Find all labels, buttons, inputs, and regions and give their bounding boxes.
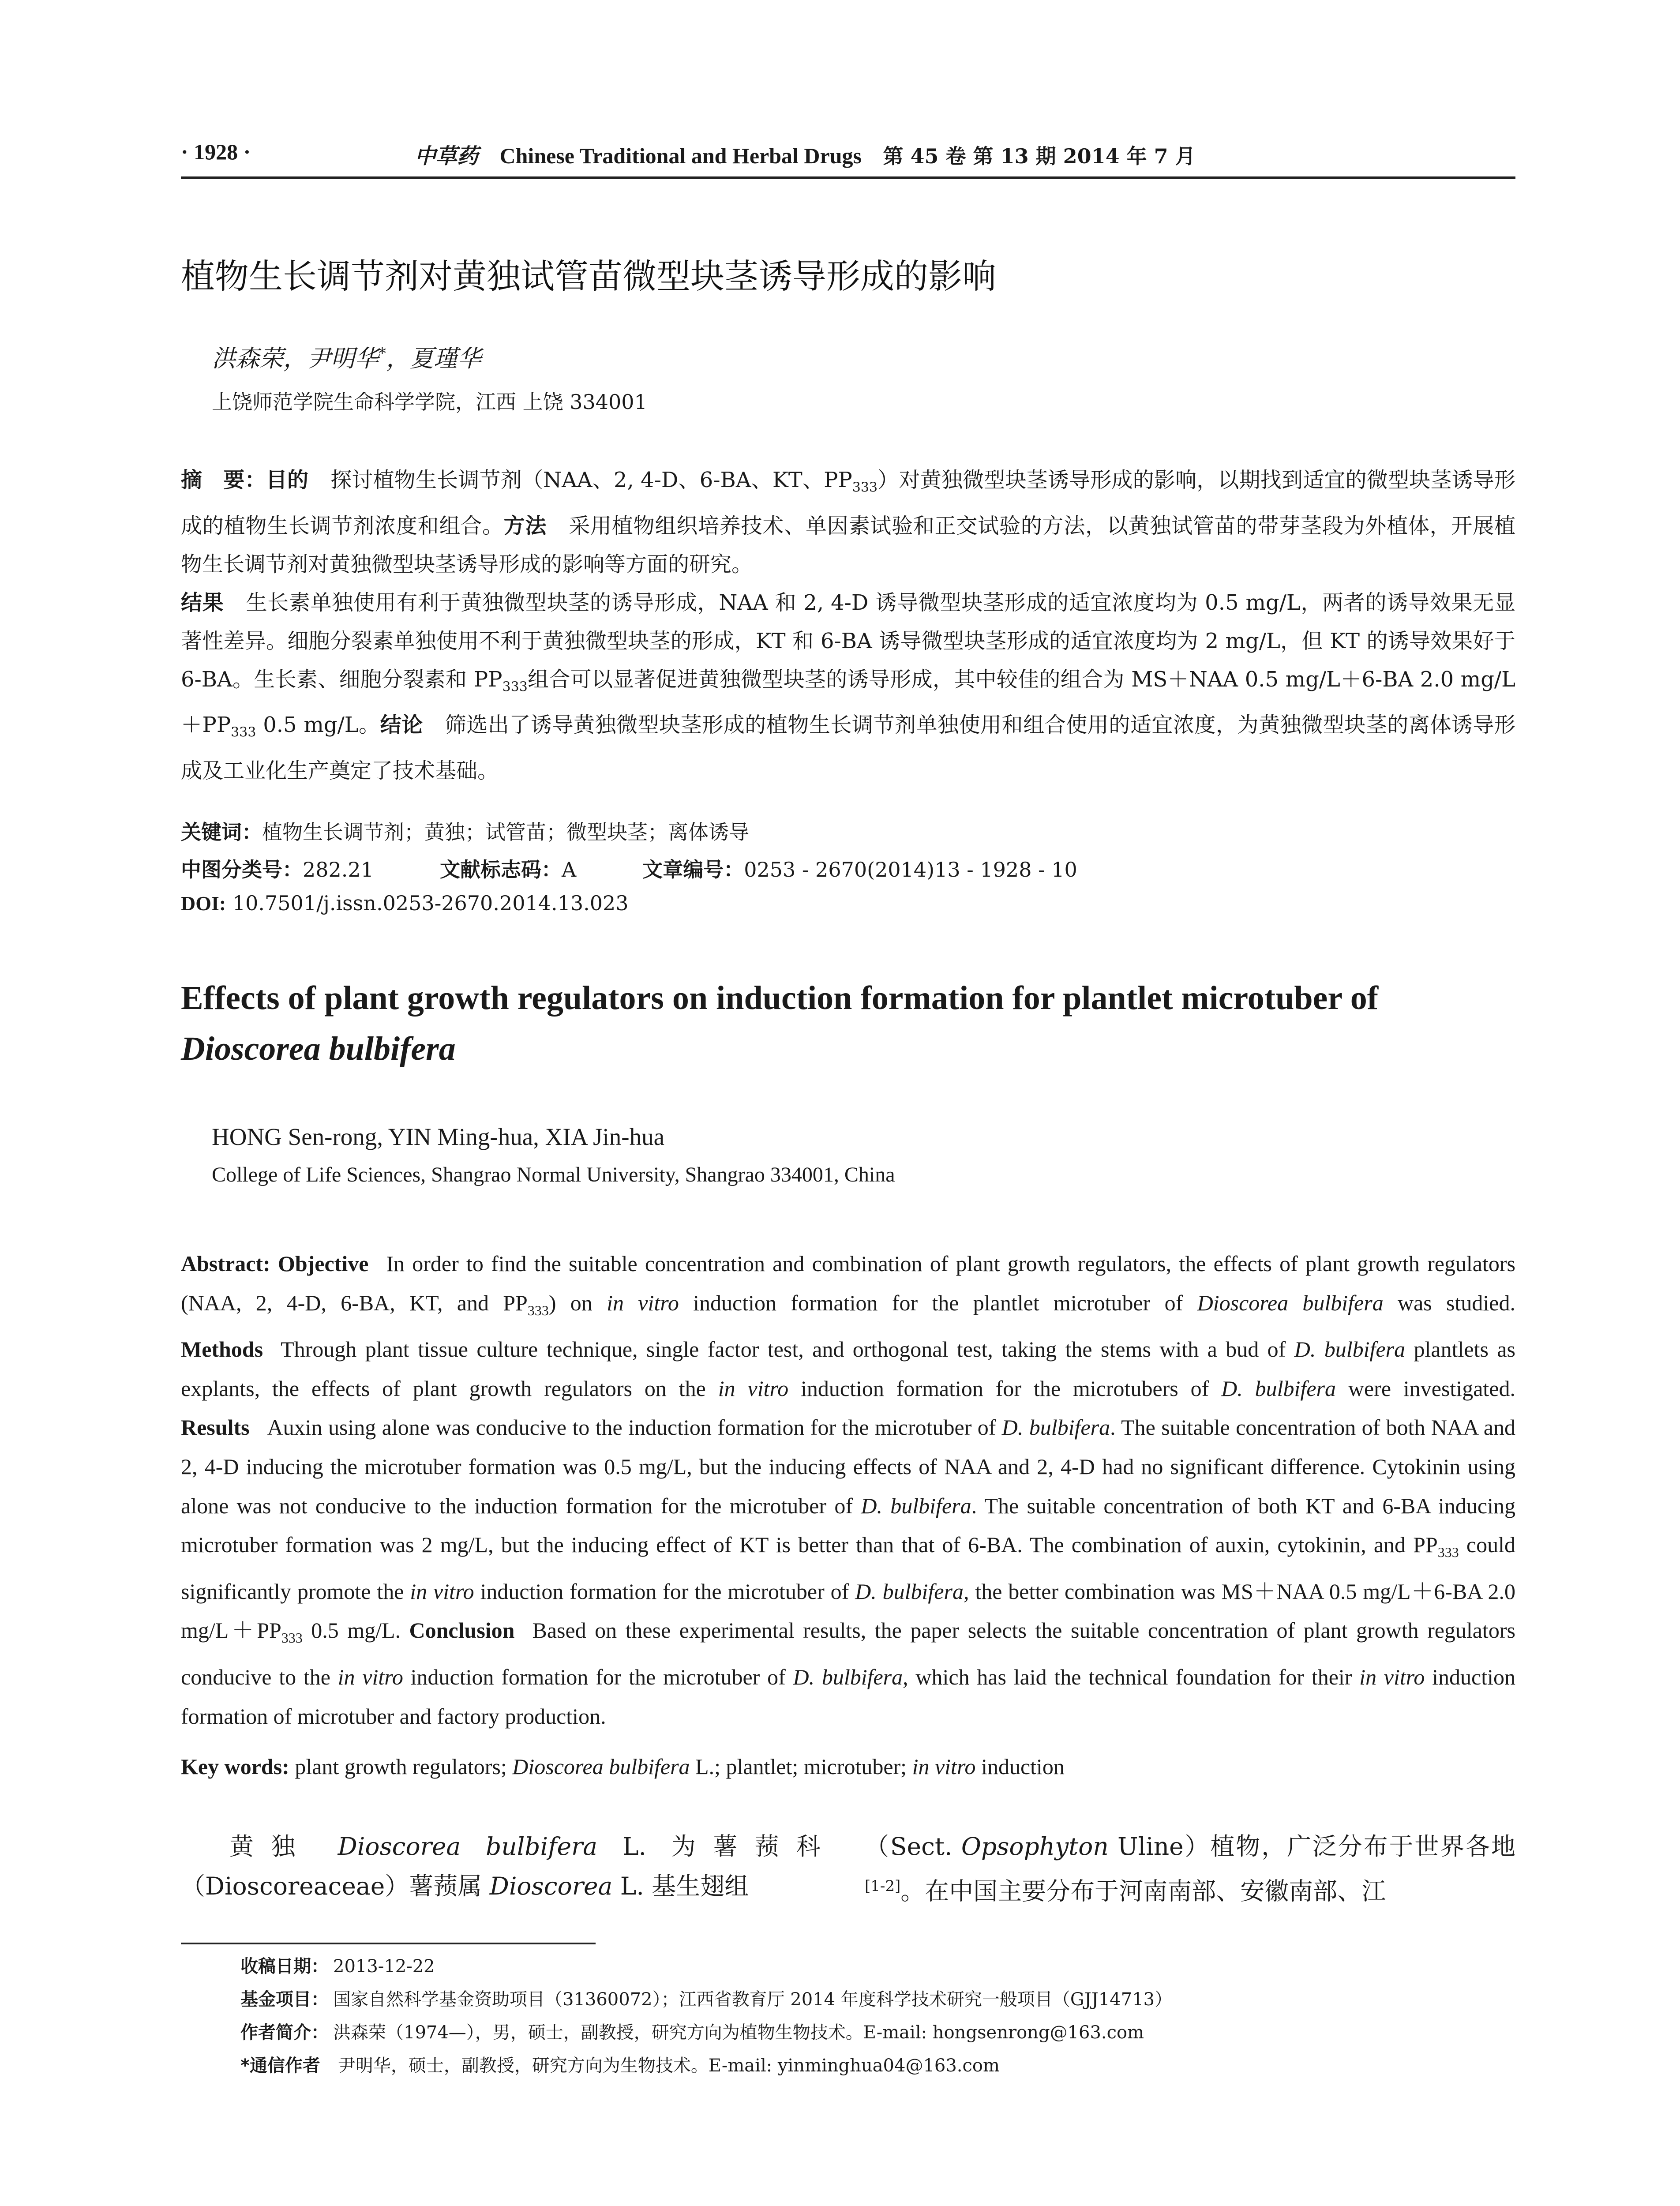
doc-code-value: A <box>561 858 577 882</box>
italic-term: Opsophyton <box>961 1832 1109 1861</box>
italic-term: Dioscorea bulbifera <box>1197 1290 1384 1315</box>
en-keywords <box>181 1754 1065 1779</box>
cn-authors <box>212 340 481 374</box>
cn-abstract-label: 摘 要： <box>181 468 266 492</box>
italic-term: in vitro <box>1359 1664 1425 1689</box>
pp333-sub: 333 <box>231 724 256 740</box>
footnote-author <box>240 2018 1144 2044</box>
en-abstract-text: were investigated. <box>1336 1376 1516 1401</box>
cn-results-text: 生长素单独使用有利于黄独微型块茎的诱导形成，NAA 和 2, 4-D 诱导微型块茎形成的适宜浓度均为 0.5 mg/L，两者的诱导效果无显著性差异。细胞分裂素单独使用不利于黄独微型块茎的形成，KT 和 6-BA 诱导微型块茎形成的适宜浓度均为 2 mg/L，但 KT 的诱导效果好于 6-BA。生长素、细胞分裂素和 PP <box>181 590 1515 692</box>
italic-term: D. bulbifera <box>855 1579 964 1604</box>
en-abstract-text: , which has laid the technical foundation for their <box>903 1664 1360 1689</box>
journal-name-en: Chinese Traditional and Herbal Drugs <box>499 143 862 168</box>
en-keywords-text: L.; plantlet; microtuber; <box>690 1754 912 1779</box>
en-title-text: Effects of plant growth regulators on induction formation for plantlet microtuber of <box>181 979 1379 1017</box>
body-text: L. 基生翅组 <box>612 1872 749 1900</box>
cn-keywords <box>181 816 749 845</box>
en-abstract-text: plantlets as explants, the effects of plant growth regulators on the <box>181 1337 1516 1401</box>
received-label: 收稿日期： <box>240 1956 329 1977</box>
doc-code-label: 文献标志码： <box>439 858 562 882</box>
en-abstract-text: was studied. <box>1383 1290 1515 1315</box>
body-column-left <box>181 1827 821 1906</box>
cn-methods-label: 方法 <box>503 513 547 538</box>
corr-text: 尹明华，硕士，副教授，研究方向为生物技术。E-mail: yinminghua04@163.com <box>338 2056 1000 2076</box>
en-methods-label: Methods <box>181 1337 263 1362</box>
en-authors: HONG Sen-rong, YIN Ming-hua, XIA Jin-hua <box>212 1123 665 1150</box>
en-title-species: Dioscorea bulbifera <box>181 1030 456 1067</box>
italic-term: in vitro <box>718 1376 789 1401</box>
footnote-fund <box>240 1985 1172 2011</box>
doi-line <box>181 891 629 915</box>
italic-term: D. bulbifera <box>1294 1337 1406 1362</box>
en-keywords-label: Key words: <box>181 1754 289 1779</box>
en-affiliation: College of Life Sciences, Shangrao Normal University, Shangrao 334001, China <box>212 1163 895 1186</box>
cn-objective-label: 目的 <box>266 468 309 492</box>
cn-objective-text2: ）对黄独微型块茎诱导形成的影响，以期找到适宜的微型块茎诱导形成的植物生长调节剂浓度和组合。 <box>181 468 1515 538</box>
cn-abstract <box>181 461 1515 790</box>
en-abstract-text: . The suitable concentration of both KT and 6-BA inducing microtuber formation was 2 mg/L, but the inducing effect of KT is better than that of 6-BA. The combination of auxin, cytokinin, and PP <box>181 1493 1516 1557</box>
citation-ref[interactable]: [1-2] <box>865 1877 901 1895</box>
cn-authors-main: 洪森荣，尹明华 <box>212 345 379 372</box>
page-number: · 1928 · <box>181 139 251 164</box>
footnote-corresponding <box>240 2052 1000 2077</box>
en-abstract-text: ) on <box>548 1290 607 1315</box>
body-text: 黄独 <box>229 1832 338 1861</box>
cn-results-label: 结果 <box>181 590 224 615</box>
cn-authors-tail: ，夏瑾华 <box>386 345 481 372</box>
article-no-label: 文章编号： <box>642 858 744 882</box>
italic-term: D. bulbifera <box>1221 1376 1336 1401</box>
author-label: 作者简介： <box>240 2022 329 2043</box>
journal-name <box>415 139 1196 169</box>
en-abstract-text: induction formation for the microtuber of <box>403 1664 793 1689</box>
footnote-received <box>240 1952 435 1977</box>
cn-title: 植物生长调节剂对黄独试管苗微型块茎诱导形成的影响 <box>181 257 996 296</box>
en-conclusion-label: Conclusion <box>409 1618 515 1643</box>
body-text: （Sect. <box>865 1832 961 1861</box>
pp333-sub: 333 <box>502 679 528 695</box>
en-abstract-text: induction formation of microtuber and factory production. <box>181 1664 1515 1729</box>
italic-term: in vitro <box>912 1754 976 1779</box>
header-rule <box>181 176 1515 179</box>
cn-keywords-label: 关键词： <box>181 820 262 844</box>
pp333-sub: 333 <box>852 480 878 495</box>
body-text: 。在中国主要分布于河南南部、安徽南部、江 <box>900 1877 1386 1906</box>
en-results-label: Results <box>181 1415 250 1440</box>
fund-label: 基金项目： <box>240 1989 329 2010</box>
en-abstract-label: Abstract: <box>181 1251 270 1276</box>
en-abstract-text: 0.5 mg/L. <box>302 1618 409 1643</box>
en-abstract <box>181 1244 1515 1736</box>
en-abstract-text: , the better combination was MS＋NAA 0.5 mg/L＋6-BA 2.0 mg/L＋PP <box>181 1579 1515 1643</box>
received-date: 2013-12-22 <box>333 1956 435 1977</box>
en-abstract-text: could significantly promote the <box>181 1532 1515 1604</box>
en-abstract-text: Through plant tissue culture technique, single factor test, and orthogonal test, taking the stems with a bud of <box>281 1337 1294 1362</box>
cn-conclusion-label: 结论 <box>380 713 423 738</box>
corresponding-mark: * <box>379 345 386 362</box>
en-keywords-text: plant growth regulators; <box>289 1754 513 1779</box>
cn-conclusion-text: 筛选出了诱导黄独微型块茎形成的植物生长调节剂单独使用和组合使用的适宜浓度，为黄独微型块茎的离体诱导形成及工业化生产奠定了技术基础。 <box>181 713 1515 783</box>
en-abstract-text: induction formation for the plantlet microtuber of <box>679 1290 1197 1315</box>
en-title <box>181 973 1518 1074</box>
en-abstract-text: induction formation for the microtuber of <box>474 1579 855 1604</box>
doi-label: DOI: <box>181 892 226 915</box>
italic-term: D. bulbifera <box>861 1493 971 1518</box>
italic-term: Dioscorea <box>489 1872 613 1900</box>
italic-term: Dioscorea bulbifera <box>512 1754 690 1779</box>
italic-term: in vitro <box>338 1664 403 1689</box>
clc-label: 中图分类号： <box>181 858 303 882</box>
classification-line <box>181 854 1077 883</box>
journal-issue: 第 45 卷 第 13 期 2014 年 7 月 <box>883 144 1196 168</box>
body-column-right <box>865 1827 1515 1911</box>
italic-term: D. bulbifera <box>1001 1415 1110 1440</box>
en-abstract-text: In order to find the suitable concentration and combination of plant growth regulators, the effects of plant growth regulators (NAA, 2, 4-D, 6-BA, KT, and PP <box>181 1251 1516 1315</box>
cn-keywords-text: 植物生长调节剂；黄独；试管苗；微型块茎；离体诱导 <box>262 820 749 844</box>
article-no-value: 0253 - 2670(2014)13 - 1928 - 10 <box>744 858 1077 882</box>
en-keywords-text: induction <box>975 1754 1065 1779</box>
author-text: 洪森荣（1974—），男，硕士，副教授，研究方向为植物生物技术。E-mail: hongsenrong@163.com <box>333 2022 1144 2043</box>
body-text: Uline）植物，广泛分布于世界各地 <box>1108 1832 1515 1861</box>
cn-results-text3: 0.5 mg/L。 <box>256 713 380 738</box>
en-objective-label: Objective <box>278 1251 369 1276</box>
pp333-sub: 333 <box>1437 1544 1459 1561</box>
en-abstract-text: Based on these experimental results, the paper selects the suitable concentration of plant growth regulators conducive to the <box>181 1618 1515 1689</box>
pp333-sub: 333 <box>527 1302 549 1318</box>
journal-name-cn: 中草药 <box>415 144 479 169</box>
doi-value: 10.7501/j.issn.0253-2670.2014.13.023 <box>232 891 629 915</box>
body-text: L. 为薯蓣科（Dioscoreaceae）薯蓣属 <box>181 1832 821 1900</box>
cn-results-text2: 组合可以显著促进黄独微型块茎的诱导形成，其中较佳的组合为 MS＋NAA 0.5 mg/L＋6-BA 2.0 mg/L＋PP <box>181 667 1515 738</box>
en-abstract-text: Auxin using alone was conducive to the induction formation for the microtuber of <box>267 1415 1002 1440</box>
clc-value: 282.21 <box>303 858 374 882</box>
fund-text: 国家自然科学基金资助项目（31360072）；江西省教育厅 2014 年度科学技术研究一般项目（GJJ14713） <box>333 1989 1173 2010</box>
italic-term: in vitro <box>607 1290 679 1315</box>
cn-methods-text: 采用植物组织培养技术、单因素试验和正交试验的方法，以黄独试管苗的带芽茎段为外植体，开展植物生长调节剂对黄独微型块茎诱导形成的影响等方面的研究。 <box>181 513 1515 577</box>
italic-term: D. bulbifera <box>793 1664 903 1689</box>
footnote-rule <box>181 1943 596 1944</box>
italic-term: Dioscorea bulbifera <box>338 1832 598 1861</box>
italic-term: in vitro <box>410 1579 474 1604</box>
en-abstract-text: . The suitable concentration of both NAA and 2, 4-D inducing the microtuber formation was 0.5 mg/L, but the inducing effects of NAA and 2, 4-D had no significant difference. Cytokinin using alone was not conducive to the induction formation for the microtuber of <box>181 1415 1516 1518</box>
pp333-sub: 333 <box>281 1630 303 1646</box>
en-abstract-text: induction formation for the microtubers of <box>788 1376 1222 1401</box>
cn-affiliation: 上饶师范学院生命科学学院，江西 上饶 334001 <box>212 390 647 414</box>
cn-objective-text: 探讨植物生长调节剂（NAA、2, 4-D、6-BA、KT、PP <box>330 468 852 492</box>
corr-label: *通信作者 <box>240 2056 320 2076</box>
